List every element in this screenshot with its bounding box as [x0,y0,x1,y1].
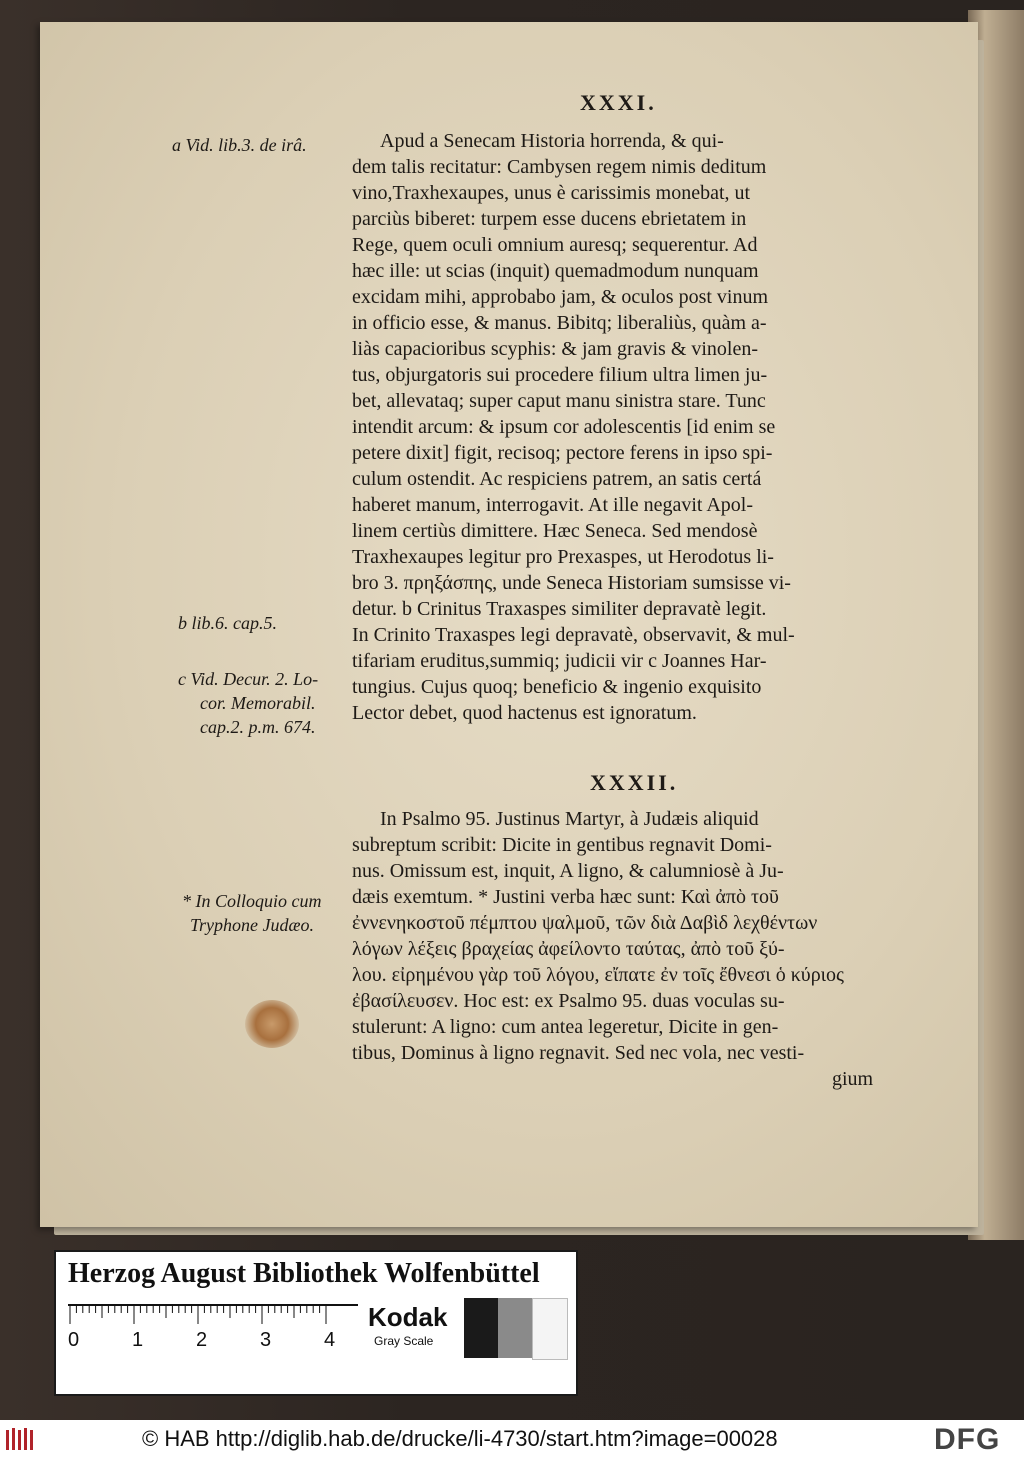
body-line: dæis exemtum. * Justini verba hæc sunt: Καὶ ἀπὸ τοῦ [352,886,779,908]
body-line: detur. b Crinitus Traxaspes similiter depravatè legit. [352,598,767,620]
body-line: Traxhexaupes legitur pro Prexaspes, ut Herodotus li- [352,546,774,568]
body-line: tifariam eruditus,summiq; judicii vir c Joannes Har- [352,650,767,672]
body-line: Lector debet, quod hactenus est ignoratum. [352,702,697,724]
ruler-number: 1 [132,1329,144,1350]
margin-note: cap.2. p.m. 674. [200,717,316,737]
body-line: Apud a Senecam Historia horrenda, & qui- [380,130,724,152]
margin-note: b lib.6. cap.5. [178,613,277,633]
body-line: λόγων λέξεις βραχείας ἀφείλοντο ταύτας, ἀπὸ τοῦ ξύ- [352,938,785,960]
body-line: λου. εἰρημένου γὰρ τοῦ λόγου, εἴπατε ἐν τοῖς ἔθνεσι ὁ κύριος [352,964,844,986]
body-line: Rege, quem oculi omnium auresq; sequerentur. Ad [352,234,758,256]
footer-bar [0,1420,1024,1458]
body-line: subreptum scribit: Dicite in gentibus regnavit Domi- [352,834,772,856]
margin-note: cor. Memorabil. [200,693,316,713]
body-line: In Psalmo 95. Justinus Martyr, à Judæis aliquid [380,808,759,830]
library-name: Herzog August Bibliothek Wolfenbüttel [68,1258,540,1289]
body-line: tus, objurgatoris sui procedere filium ultra limen ju- [352,364,768,386]
body-line: culum ostendit. Ac respiciens patrem, an satis certá [352,468,762,490]
body-line: parciùs biberet: turpem esse ducens ebrietatem in [352,208,747,230]
ruler-number: 0 [68,1329,80,1350]
gray-swatch-mid [498,1298,532,1358]
body-line: ἐβασίλευσεν. Hoc est: ex Psalmo 95. duas voculas su- [352,990,785,1012]
section-heading-31: XXXI. [580,90,657,115]
body-line: petere dixit] figit, recisoq; pectore ferens in ipso spi- [352,442,773,464]
body-line: hæc ille: ut scias (inquit) quemadmodum nunquam [352,260,759,282]
section-heading-32: XXXII. [590,770,679,795]
body-line: dem talis recitatur: Cambysen regem nimis deditum [352,156,767,178]
body-line: linem certiùs dimittere. Hæc Seneca. Sed mendosè [352,520,758,542]
body-line: vino,Traxhexaupes, unus è carissimis monebat, ut [352,182,751,204]
margin-note: * In Colloquio cum [182,891,322,911]
margin-note: Tryphone Judæo. [190,915,314,935]
body-line: stulerunt: A ligno: cum antea legeretur, Dicite in gen- [352,1016,779,1038]
book-page [40,22,978,1227]
gray-swatch-black [464,1298,498,1358]
stain-mark [245,1000,299,1048]
margin-note: a Vid. lib.3. de irâ. [172,135,307,155]
body-line: In Crinito Traxaspes legi depravatè, observavit, & mul- [352,624,795,646]
body-line: ἐννενηκοστοῦ πέμπτου ψαλμοῦ, τῶν διὰ Δαβὶδ λεχθέντων [352,912,818,934]
body-line: intendit arcum: & ipsum cor adolescentis [id enim se [352,416,776,438]
body-line: liàs capacioribus scyphis: & jam gravis & vinolen- [352,338,759,360]
gray-swatch-white [532,1298,568,1360]
calibration-card [54,1250,578,1396]
gray-scale-label: Gray Scale [374,1334,434,1348]
body-line: bet, allevataq; super caput manu sinistra stare. Tunc [352,390,766,412]
body-line: bro 3. πρηξάσπης, unde Seneca Historiam sumsisse vi- [352,572,791,594]
copyright-url: © HAB http://diglib.hab.de/drucke/li-4730/start.htm?image=00028 [142,1426,778,1451]
library-logo-icon [4,1426,38,1452]
ruler-number: 4 [324,1329,336,1350]
body-line: in officio esse, & manus. Bibitq; liberaliùs, quàm a- [352,312,767,334]
ruler-number: 2 [196,1329,208,1350]
ruler [68,1304,358,1350]
body-line: tungius. Cujus quoq; beneficio & ingenio exquisito [352,676,762,698]
body-line: nus. Omissum est, inquit, A ligno, & calumniosè à Ju- [352,860,784,882]
body-line: excidam mihi, approbabo jam, & oculos post vinum [352,286,769,308]
catchword: gium [832,1068,874,1090]
body-line: haberet manum, interrogavit. At ille negavit Apol- [352,494,754,516]
kodak-logo: Kodak [368,1302,448,1332]
dfg-logo: DFG [934,1423,1001,1456]
ruler-number: 3 [260,1329,272,1350]
body-line: tibus, Dominus à ligno regnavit. Sed nec vola, nec vesti- [352,1042,805,1064]
margin-note: c Vid. Decur. 2. Lo- [178,669,319,689]
